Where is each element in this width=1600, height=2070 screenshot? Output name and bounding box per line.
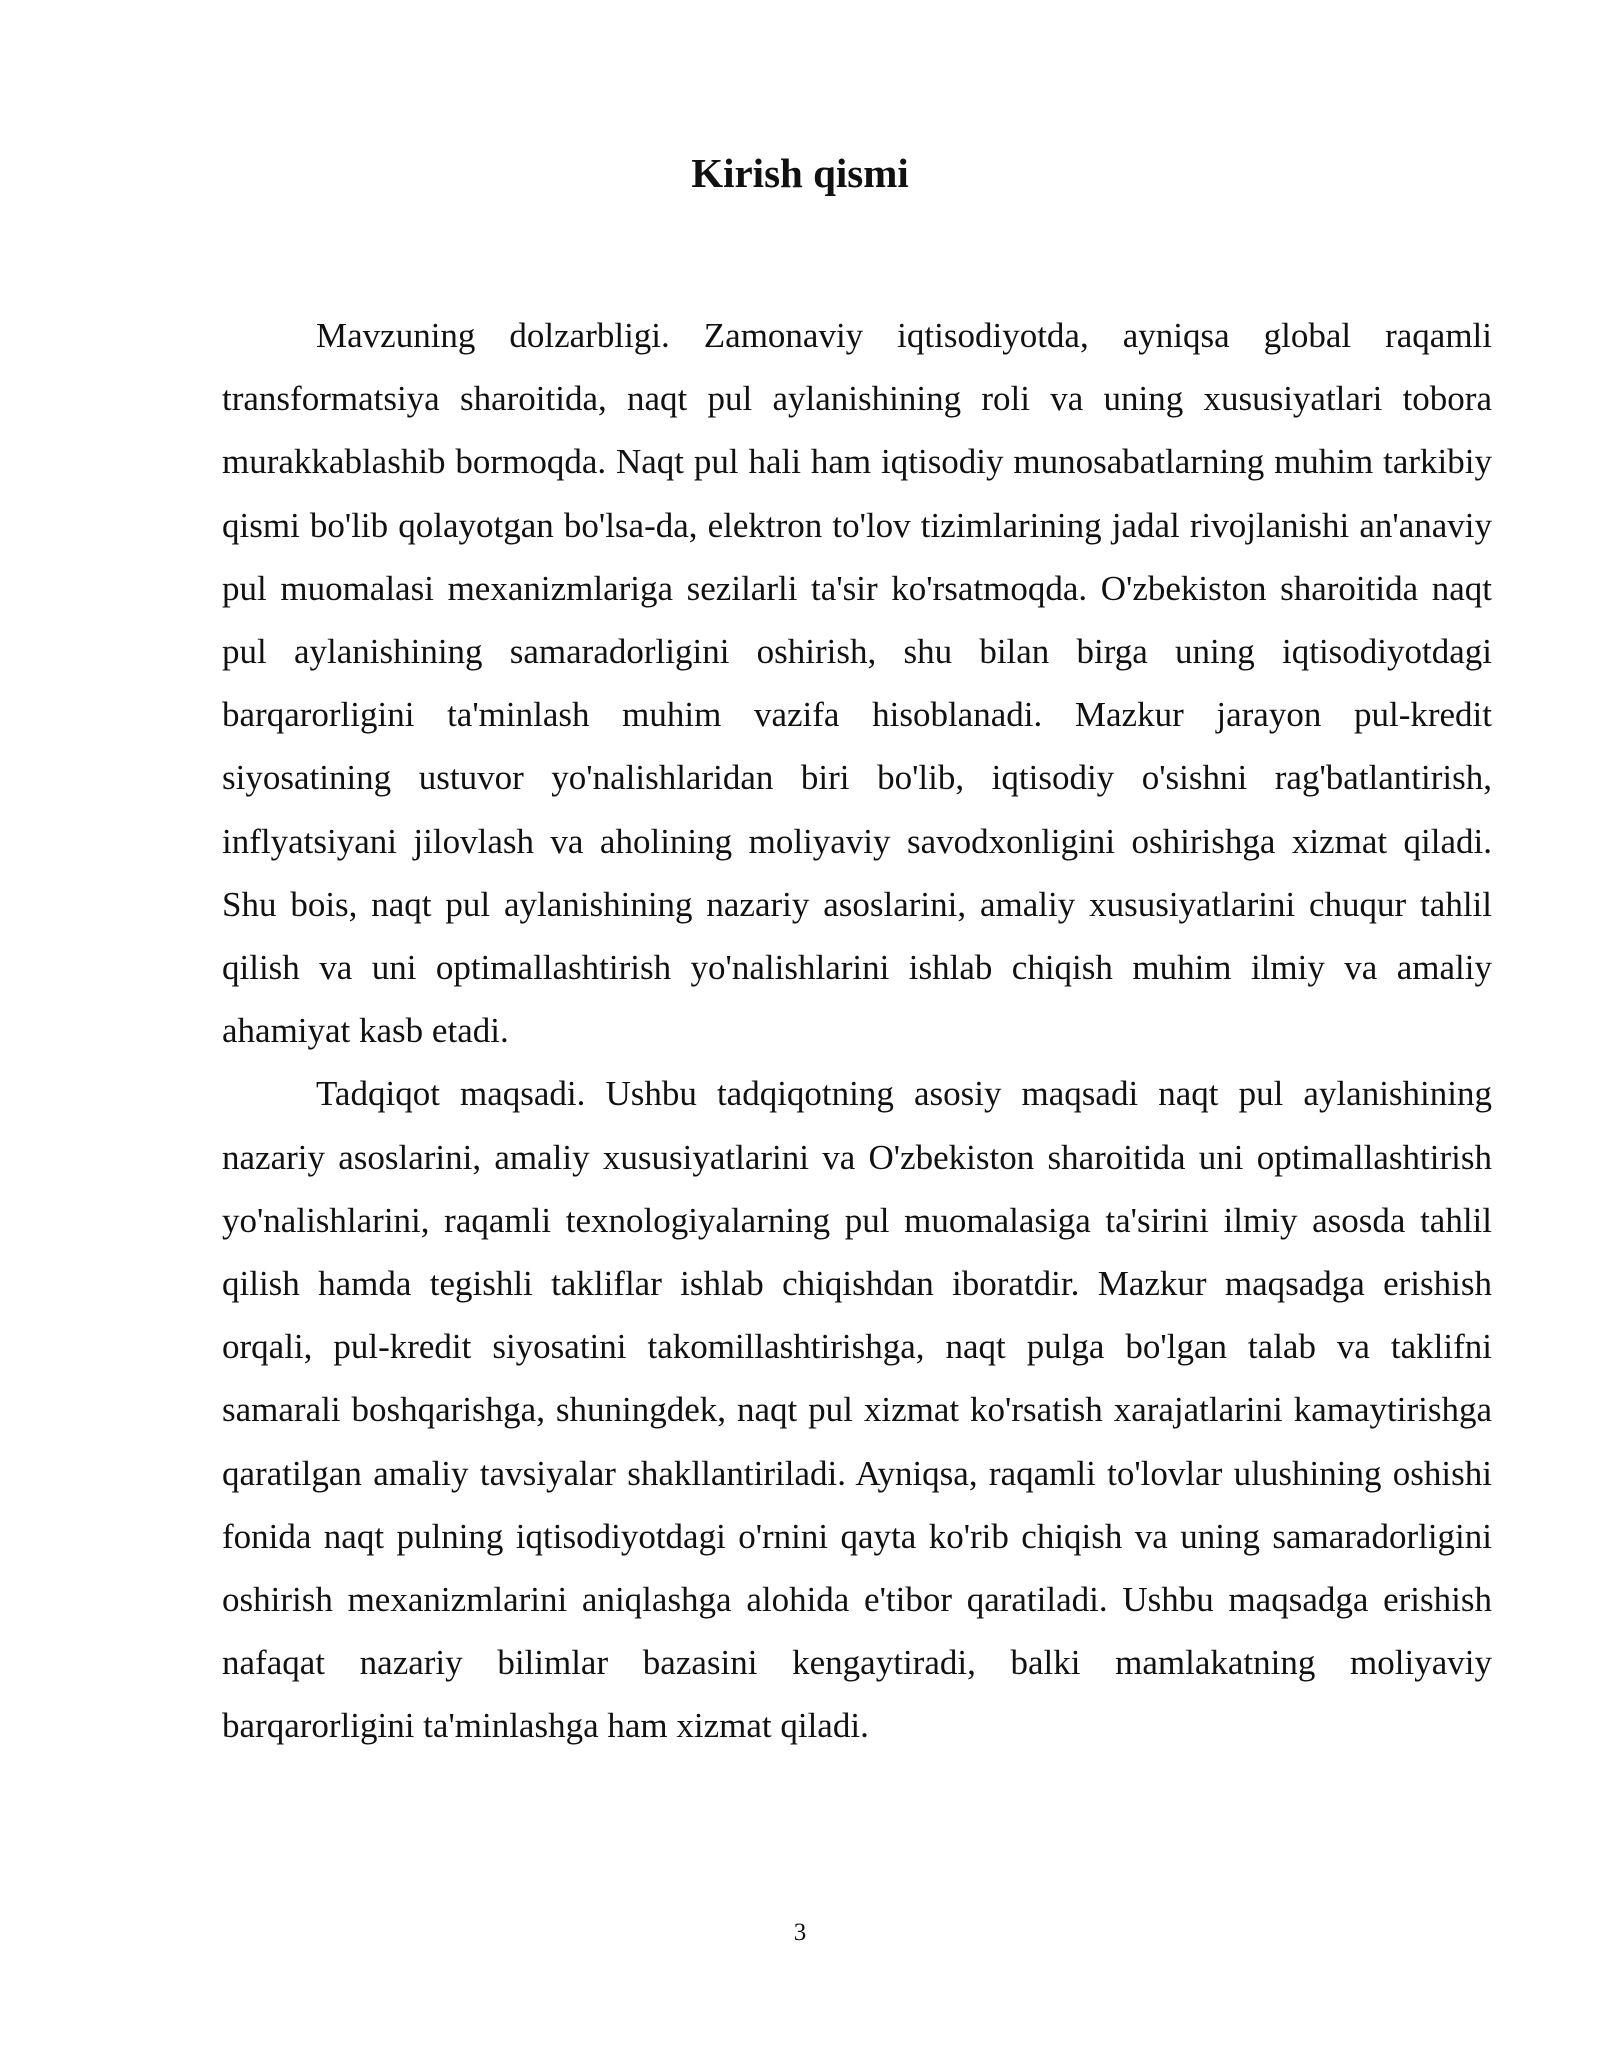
paragraph-research-goal: Tadqiqot maqsadi. Ushbu tadqiqotning asosiy maqsadi naqt pul aylanishining nazariy asoslarini, amaliy xususiyatlarini va O'zbekiston sharoitida uni optimallashtirish yo'nalishlarini, raqamli texnologiyalarning pul muomalasiga ta'sirini ilmiy asosda tahlil qilish hamda tegishli takliflar ishlab chiqishdan iboratdir. Mazkur maqsadga erishish orqali, pul-kredit siyosatini takomillashtirishga, naqt pulga bo'lgan talab va taklifni samarali boshqarishga, shuningdek, naqt pul xizmat ko'rsatish xarajatlarini kamaytirishga qaratilgan amaliy tavsiyalar shakllantiriladi. Ayniqsa, raqamli to'lovlar ulushining oshishi fonida naqt pulning iqtisodiyotdagi o'rnini qayta ko'rib chiqish va uning samaradorligini oshirish mexanizmlarini aniqlashga alohida e'tibor qaratiladi. Ushbu maqsadga erishish nafaqat nazariy bilimlar bazasini kengaytiradi, balki mamlakatning moliyaviy barqarorligini ta'minlashga ham xizmat qiladi. xyxy=(222,1074,1492,1746)
body-text xyxy=(222,304,1492,1758)
paragraph-relevance: Mavzuning dolzarbligi. Zamonaviy iqtisodiyotda, ayniqsa global raqamli transformatsiya sharoitida, naqt pul aylanishining roli va uning xususiyatlari tobora murakkablashib bormoqda. Naqt pul hali ham iqtisodiy munosabatlarning muhim tarkibiy qismi bo'lib qolayotgan bo'lsa-da, elektron to'lov tizimlarining jadal rivojlanishi an'anaviy pul muomalasi mexanizmlariga sezilarli ta'sir ko'rsatmoqda. O'zbekiston sharoitida naqt pul aylanishining samaradorligini oshirish, shu bilan birga uning iqtisodiyotdagi barqarorligini ta'minlash muhim vazifa hisoblanadi. Mazkur jarayon pul-kredit siyosatining ustuvor yo'nalishlaridan biri bo'lib, iqtisodiy o'sishni rag'batlantirish, inflyatsiyani jilovlash va aholining moliyaviy savodxonligini oshirishga xizmat qiladi. Shu bois, naqt pul aylanishining nazariy asoslarini, amaliy xususiyatlarini chuqur tahlil qilish va uni optimallashtirish yo'nalishlarini ishlab chiqish muhim ilmiy va amaliy ahamiyat kasb etadi. xyxy=(222,316,1492,1051)
page-number: 3 xyxy=(793,1919,807,1946)
page-title: Kirish qismi xyxy=(691,150,909,196)
